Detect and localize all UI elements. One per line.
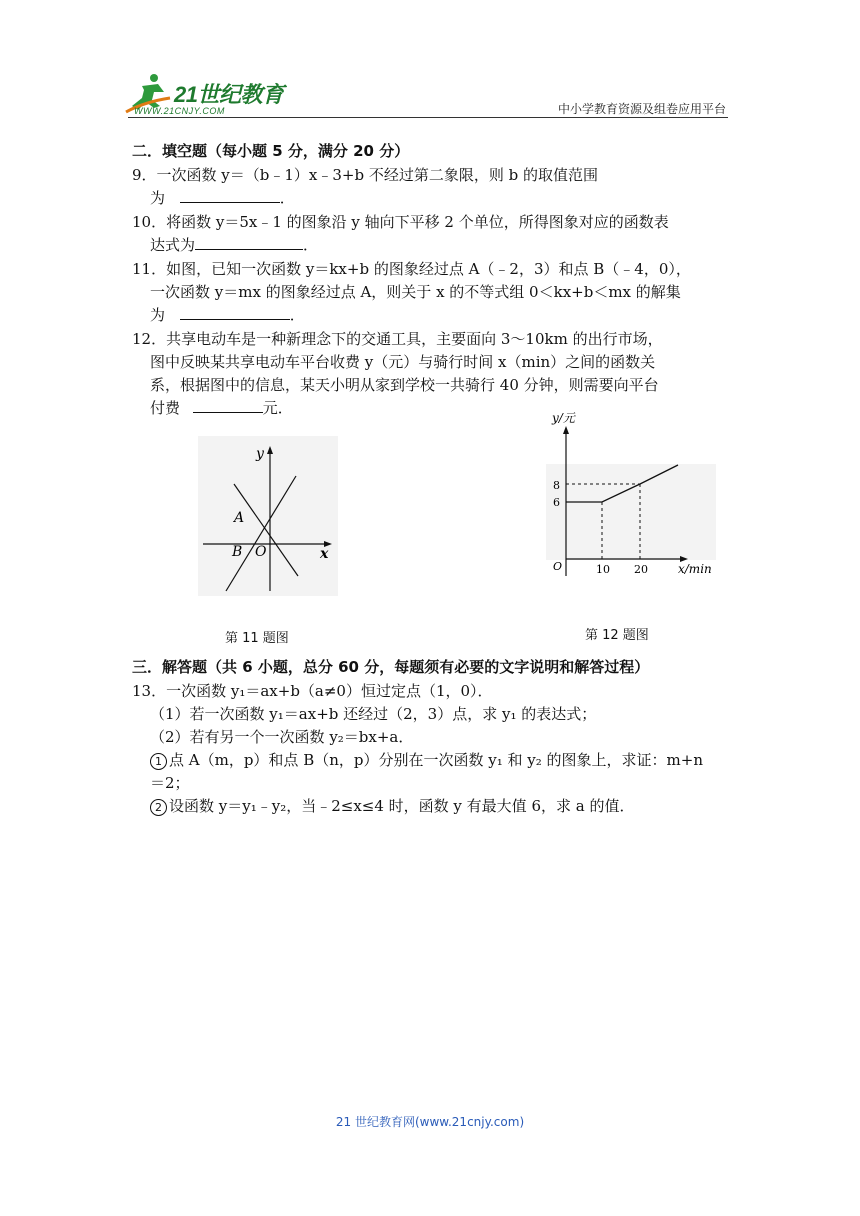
q11-answer-blank[interactable]	[180, 305, 290, 320]
q11-line2: 一次函数 y＝mx 的图象经过点 A，则关于 x 的不等式组 0＜kx+b＜mx 的解集	[150, 283, 681, 301]
fig11-label-x: x	[320, 546, 329, 562]
q13-stem: 13．一次函数 y₁＝ax+b（a≠0）恒过定点（1，0）．	[132, 682, 493, 700]
fig12-ytick-6: 6	[553, 496, 560, 509]
fig11-label-A: A	[234, 510, 245, 526]
q13-part2: （2）若有另一个一次函数 y₂＝bx+a．	[150, 728, 414, 746]
footer[interactable]: 21 世纪教育网(www.21cnjy.com)	[335, 1115, 525, 1129]
q13-part2a	[150, 750, 703, 770]
q9-line1: 9．一次函数 y＝（b﹣1）x﹣3+b 不经过第二象限，则 b 的取值范围	[132, 166, 599, 184]
fig12-ylabel: y/元	[552, 411, 575, 425]
fig12-xlabel: x/min	[678, 562, 712, 576]
fig12-origin: O	[553, 560, 563, 573]
q9-period: ．	[279, 189, 295, 207]
q13-2a-text: 点 A（m，p）和点 B（n，p）分别在一次函数 y₁ 和 y₂ 的图象上，求证：m+n	[169, 751, 703, 769]
section3-title: 三．解答题（共 6 小题，总分 60 分，每题须有必要的文字说明和解答过程）	[132, 658, 650, 676]
fig11-label-O: O	[255, 544, 267, 560]
platform-name: 中小学教育资源及组卷应用平台	[557, 102, 726, 116]
q10-prefix: 达式为	[150, 236, 196, 254]
header-divider	[128, 117, 728, 118]
q12-line3: 系，根据图中的信息，某天小明从家到学校一共骑行 40 分钟，则需要向平台	[150, 376, 659, 394]
q12-prefix: 付费	[150, 399, 181, 417]
q9-prefix: 为	[150, 189, 166, 207]
q13-2b-text: 设函数 y＝y₁﹣y₂，当﹣2≤x≤4 时，函数 y 有最大值 6，求 a 的值．	[169, 797, 635, 815]
q10-line1: 10．将函数 y＝5x﹣1 的图象沿 y 轴向下平移 2 个单位，所得图象对应的函数表	[132, 213, 669, 231]
fig11-label-y: y	[256, 446, 264, 462]
q12-suffix: 元．	[262, 399, 293, 417]
logo-text: 21世纪教育	[174, 82, 284, 107]
q11-period: ．	[289, 306, 305, 324]
fig12-xtick-10: 10	[596, 563, 610, 576]
fig12-y-arrow	[563, 426, 569, 434]
q11-prefix: 为	[150, 306, 166, 324]
q13-part1: （1）若一次函数 y₁＝ax+b 还经过（2，3）点，求 y₁ 的表达式；	[150, 705, 597, 723]
q10-period: ．	[303, 236, 319, 254]
q11-line1: 11．如图，已知一次函数 y＝kx+b 的图象经过点 A（﹣2，3）和点 B（﹣4，0），	[132, 260, 691, 278]
q10-line2	[150, 235, 318, 255]
q9-answer-blank[interactable]	[180, 188, 280, 203]
q13-part2a-cont: ＝2；	[150, 774, 190, 792]
q10-answer-blank[interactable]	[195, 235, 303, 250]
fig12-caption: 第 12 题图	[585, 628, 649, 643]
q13-2b-mark: 2	[150, 799, 167, 816]
q11-line3	[150, 305, 305, 325]
logo	[124, 72, 294, 118]
figure-12	[538, 404, 728, 586]
q13-2a-mark: 1	[150, 753, 167, 770]
fig11-label-B: B	[232, 544, 243, 560]
q12-line1: 12．共享电动车是一种新理念下的交通工具，主要面向 3～10km 的出行市场，	[132, 330, 663, 348]
q12-line2: 图中反映某共享电动车平台收费 y（元）与骑行时间 x（min）之间的函数关	[150, 353, 656, 371]
logo-url: WWW.21CNJY.COM	[134, 106, 225, 116]
fig12-ytick-8: 8	[553, 479, 560, 492]
section2-title: 二．填空题（每小题 5 分，满分 20 分）	[132, 142, 410, 160]
figure-11	[198, 436, 338, 596]
q12-line4	[150, 398, 293, 418]
fig12-xtick-20: 20	[634, 563, 648, 576]
q9-line2	[150, 188, 295, 208]
q13-part2b	[150, 796, 634, 816]
q12-answer-blank[interactable]	[193, 398, 263, 413]
fig11-caption: 第 11 题图	[225, 631, 289, 646]
